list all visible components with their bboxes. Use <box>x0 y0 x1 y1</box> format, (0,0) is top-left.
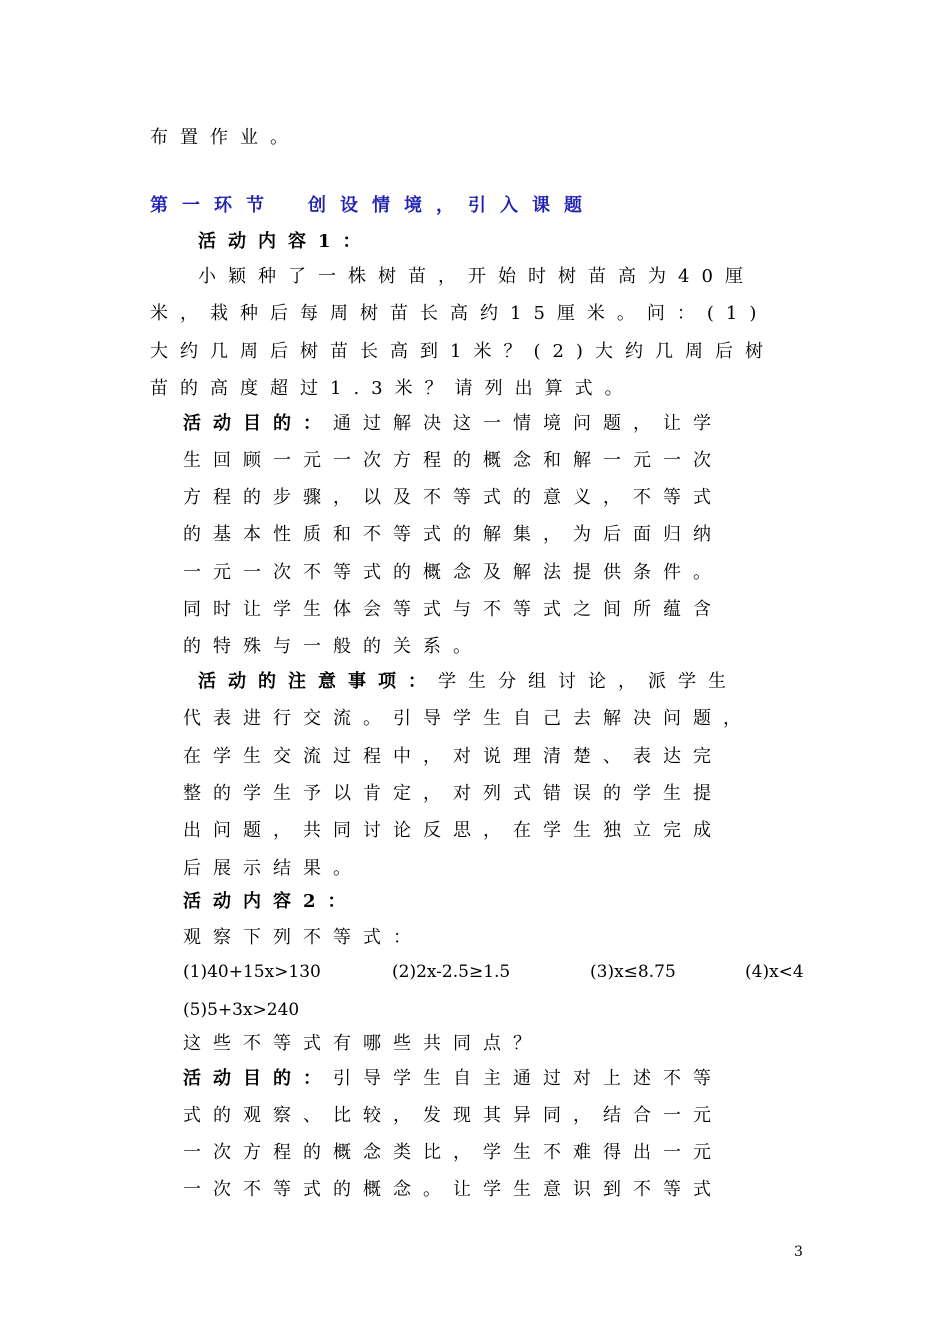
activity1-label: 活动内容1： <box>198 231 373 252</box>
activity1-line: 小颖种了一株树苗，开始时树苗高为40厘 <box>198 266 755 287</box>
section-heading <box>150 194 596 218</box>
notes1-line: 后展示结果。 <box>183 858 363 879</box>
purpose2-line: 一次不等式的概念。让学生意识到不等式 <box>183 1179 723 1200</box>
notes1-label: 活动的注意事项： <box>198 671 438 692</box>
purpose1-line: 的特殊与一般的关系。 <box>183 636 483 657</box>
notes1-line: 代表进行交流。引导学生自己去解决问题， <box>183 708 753 729</box>
section-heading-part2: 创设情境，引入课题 <box>308 195 596 216</box>
purpose1-line: 的基本性质和不等式的解集，为后面归纳 <box>183 524 723 545</box>
intro-line: 布置作业。 <box>150 127 300 148</box>
purpose2-line: 式的观察、比较，发现其异同，结合一元 <box>183 1105 723 1126</box>
notes1-line: 在学生交流过程中，对说理清楚、表达完 <box>183 746 723 767</box>
inequality-3: (3)x≤8.75 <box>590 962 676 982</box>
notes1-first-line <box>198 670 738 694</box>
activity2-label: 活动内容2： <box>183 891 358 912</box>
purpose1-line: 方程的步骤，以及不等式的意义，不等式 <box>183 487 723 508</box>
section-heading-part1: 第一环节 <box>150 195 278 216</box>
purpose1-line: 一元一次不等式的概念及解法提供条件。 <box>183 562 723 583</box>
purpose2-first-line <box>183 1067 723 1091</box>
notes1-text: 学生分组讨论，派学生 <box>438 671 738 692</box>
inequality-1: (1)40+15x>130 <box>183 962 321 982</box>
inequality-2: (2)2x-2.5≥1.5 <box>392 962 511 982</box>
purpose1-line: 同时让学生体会等式与不等式之间所蕴含 <box>183 599 723 620</box>
purpose1-line: 生回顾一元一次方程的概念和解一元一次 <box>183 450 723 471</box>
inequality-5: (5)5+3x>240 <box>183 1000 300 1020</box>
inequality-4: (4)x<4 <box>745 962 804 982</box>
activity1-line: 大约几周后树苗长高到1米？(2)大约几周后树 <box>150 341 775 362</box>
notes1-line: 出问题，共同讨论反思，在学生独立完成 <box>183 820 723 841</box>
purpose2-label: 活动目的： <box>183 1068 333 1089</box>
page-number: 3 <box>794 1244 803 1260</box>
purpose1-text: 通过解决这一情境问题，让学 <box>333 413 723 434</box>
activity2-line: 观察下列不等式： <box>183 927 423 948</box>
purpose2-text: 引导学生自主通过对上述不等 <box>333 1068 723 1089</box>
purpose2-line: 一次方程的概念类比，学生不难得出一元 <box>183 1142 723 1163</box>
purpose1-label: 活动目的： <box>183 413 333 434</box>
activity1-line: 米，栽种后每周树苗长高约15厘米。问：(1) <box>150 303 769 324</box>
purpose1-first-line <box>183 412 723 436</box>
activity2-question: 这些不等式有哪些共同点？ <box>183 1033 543 1054</box>
activity1-line: 苗的高度超过1.3米？请列出算式。 <box>150 378 635 399</box>
notes1-line: 整的学生予以肯定，对列式错误的学生提 <box>183 783 723 804</box>
